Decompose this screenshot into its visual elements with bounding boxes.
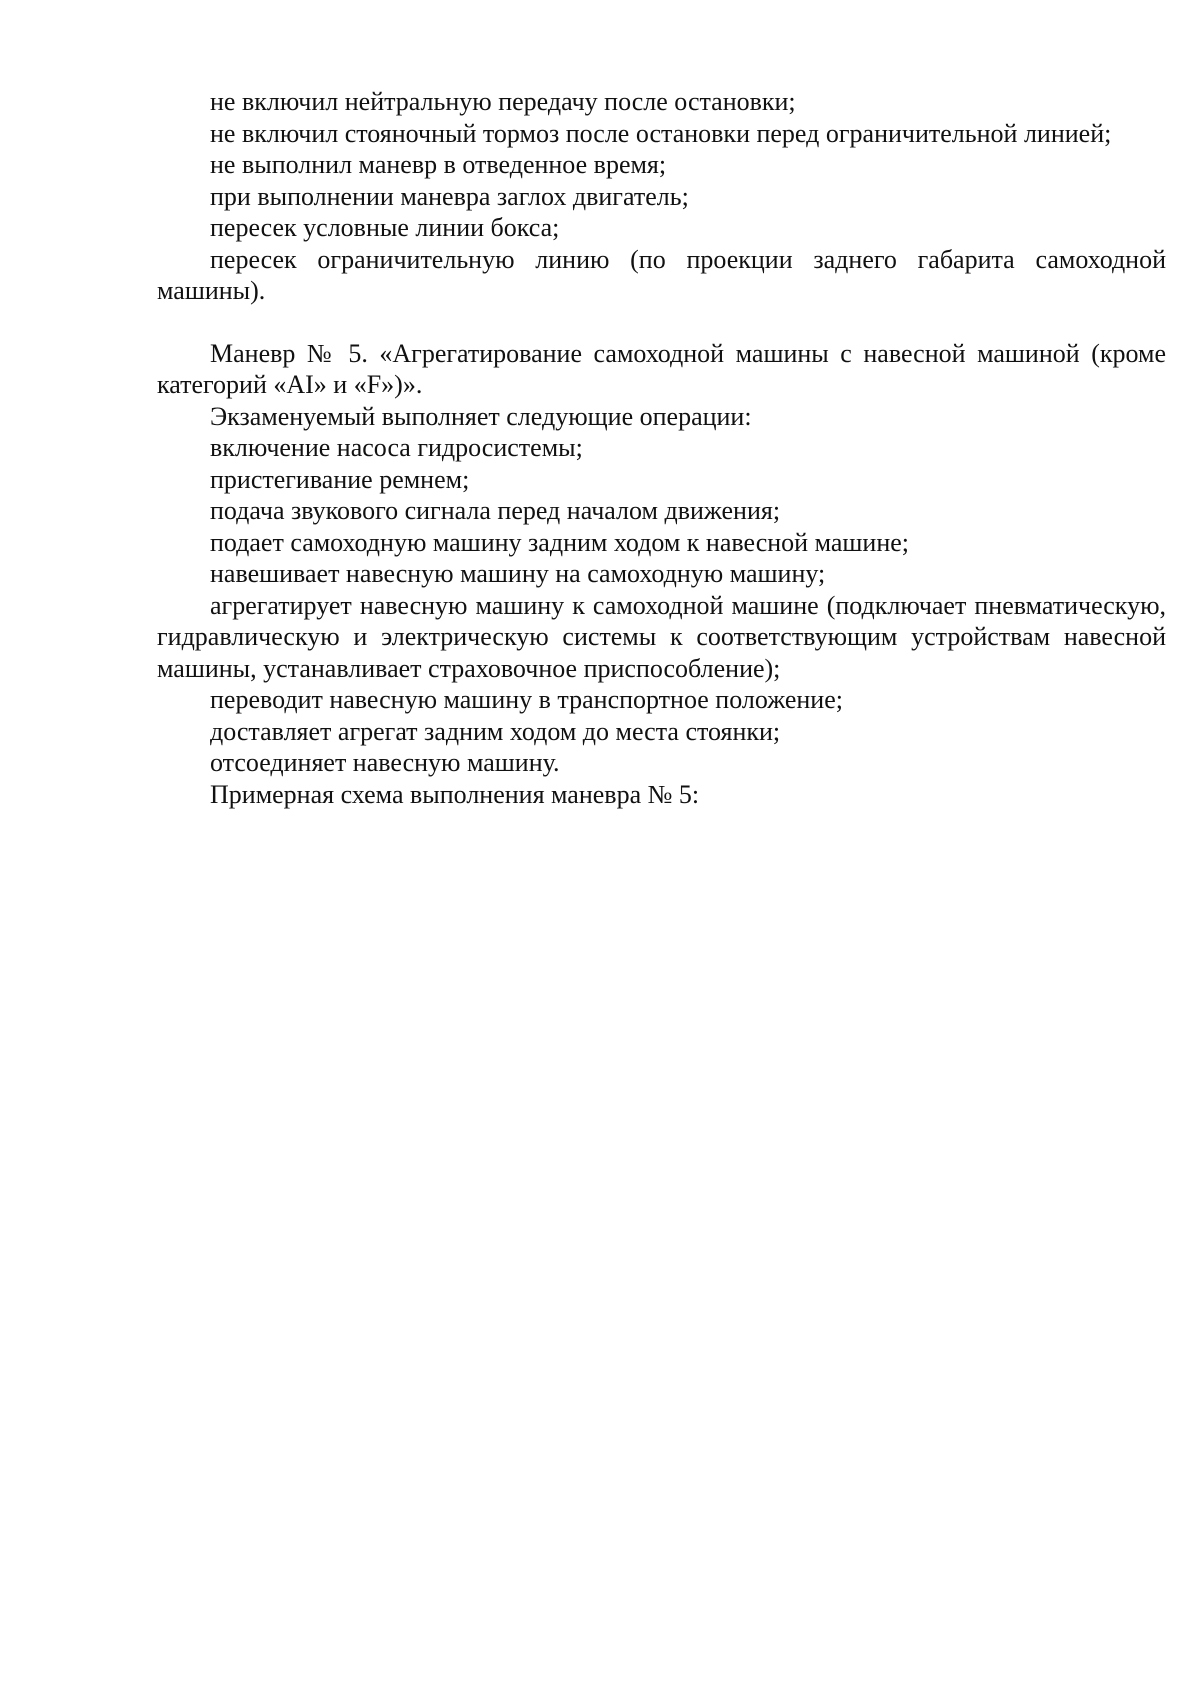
violation-item: пересек ограничительную линию (по проекции заднего габарита самоходной машины).: [157, 244, 1166, 305]
violation-item: при выполнении маневра заглох двигатель;: [210, 181, 689, 211]
operation-item: подает самоходную машину задним ходом к навесной машине;: [210, 527, 909, 557]
violation-item: не включил нейтральную передачу после остановки;: [210, 87, 796, 116]
violation-item: пересек условные линии бокса;: [210, 213, 560, 242]
operations-intro: Экзаменуемый выполняет следующие операции:: [210, 401, 752, 431]
operation-item: отсоединяет навесную машину.: [210, 748, 560, 777]
document-body: [157, 86, 1166, 810]
violation-item: не выполнил маневр в отведенное время;: [210, 150, 667, 179]
operation-item: подача звукового сигнала перед началом движения;: [210, 496, 781, 525]
operation-item: переводит навесную машину в транспортное положение;: [210, 685, 843, 714]
scheme-caption: Примерная схема выполнения маневра № 5:: [210, 779, 700, 809]
operation-item: пристегивание ремнем;: [210, 464, 470, 494]
maneuver-heading: Маневр № 5. «Агрегатирование самоходной машины с навесной машиной (кроме категорий «AI» и «F»)».: [157, 338, 1166, 399]
operation-item: агрегатирует навесную машину к самоходной машине (подключает пневматическую, гидравлическую и электрическую системы к соответствующим устройствам навесной машины, устанавливает страховочное приспособление);: [157, 590, 1166, 683]
violation-item: не включил стояночный тормоз после остановки перед ограничительной линией;: [210, 118, 1112, 148]
operation-item: доставляет агрегат задним ходом до места стоянки;: [210, 716, 781, 746]
operation-item: навешивает навесную машину на самоходную машину;: [210, 559, 826, 588]
operation-item: включение насоса гидросистемы;: [210, 433, 583, 462]
